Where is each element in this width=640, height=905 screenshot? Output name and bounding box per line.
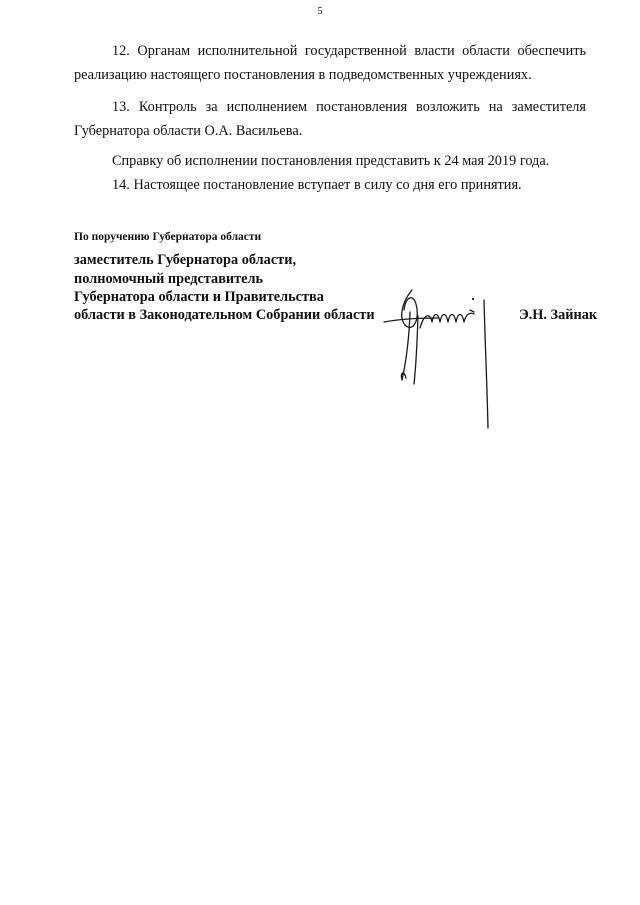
- signer-name: Э.Н. Зайнак: [519, 307, 598, 323]
- paragraph-14: 14. Настоящее постановление вступает в силу со дня его принятия.: [112, 177, 522, 193]
- paragraph-12: 12. Органам исполнительной государственной власти области обеспечить реализацию настоящего постановления в подведомственных учреждениях.: [74, 43, 586, 83]
- on-behalf-line: По поручению Губернатора области: [74, 231, 262, 243]
- paragraph-report: Справку об исполнении постановления представить к 24 мая 2019 года.: [112, 153, 550, 169]
- page-number: 5: [317, 6, 323, 17]
- signer-title-line-4: области в Законодательном Собрании области: [74, 307, 375, 323]
- handwritten-signature: [380, 282, 500, 432]
- signer-title-line-1: заместитель Губернатора области,: [74, 252, 297, 268]
- signer-title-line-2: полномочный представитель: [74, 271, 264, 287]
- stray-mark: [472, 298, 474, 300]
- signer-title-line-3: Губернатора области и Правительства: [74, 289, 324, 305]
- paragraph-13: 13. Контроль за исполнением постановления возложить на заместителя Губернатора области О.А. Васильева.: [74, 99, 586, 139]
